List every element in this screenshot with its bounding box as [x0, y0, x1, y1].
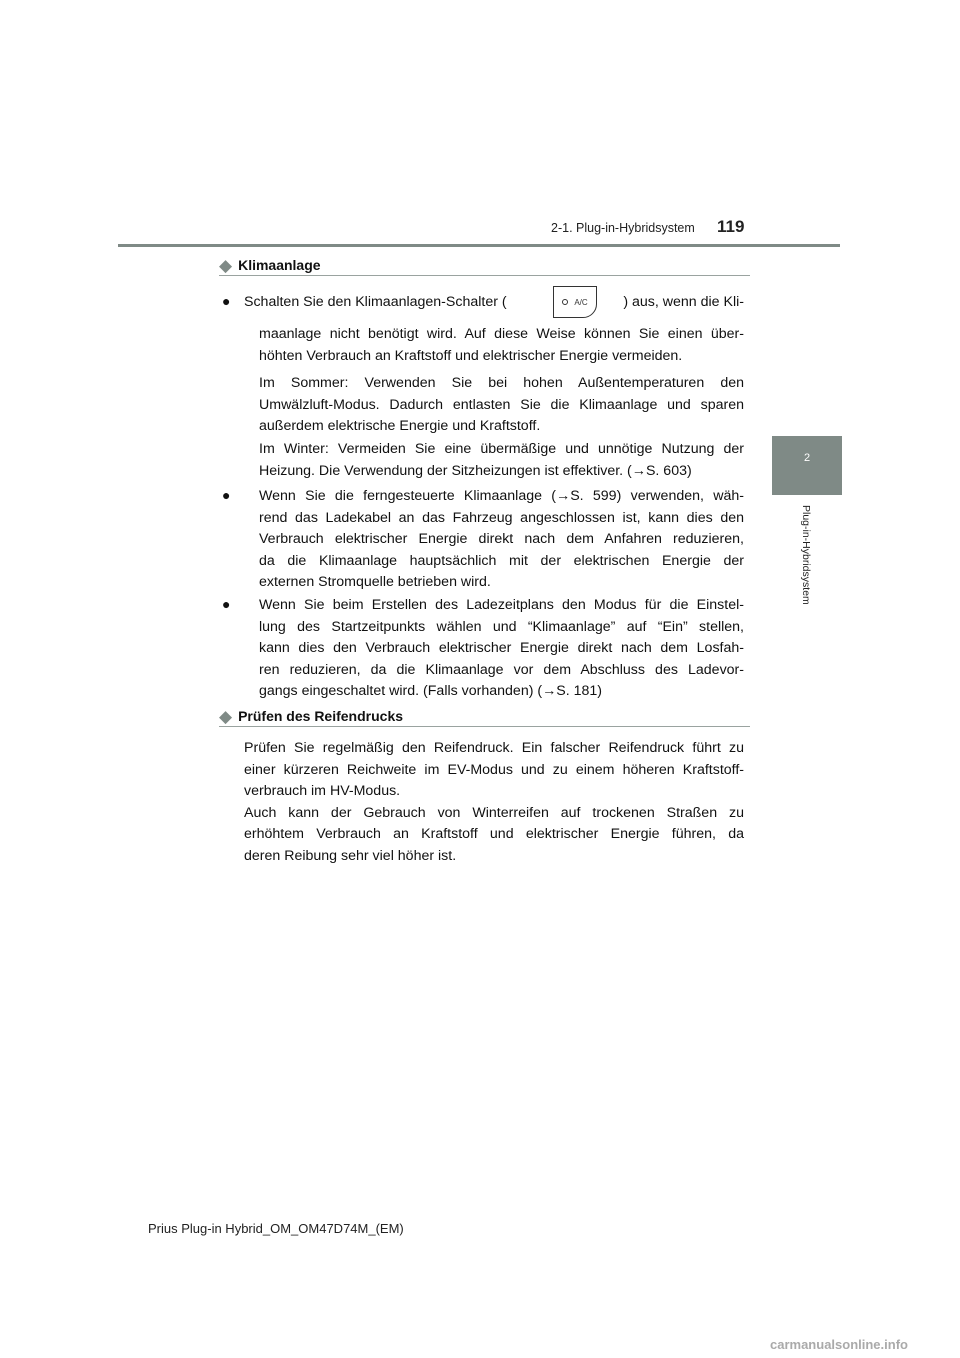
text-line: lung des Startzeitpunkts wählen und “Klimaanlage” auf “Ein” stellen, — [259, 618, 744, 635]
section-rule — [219, 275, 750, 276]
diamond-icon: ◆ — [219, 256, 233, 275]
bullet-1-line-1a — [244, 292, 534, 314]
text-line: da die Klimaanlage hauptsächlich mit der elektrischen Energie der — [259, 552, 744, 569]
sub-paragraph-winter — [259, 439, 744, 482]
bullet-icon: ● — [222, 293, 231, 309]
section-heading-reifendruck — [219, 706, 403, 726]
text-line: Heizung. Die Verwendung der Sitzheizungen ist effektiver. (→S. 603) — [259, 462, 692, 479]
text-line: Umwälzluft-Modus. Dadurch entlasten Sie die Klimaanlage und sparen — [259, 396, 744, 413]
section-rule — [219, 726, 750, 727]
section-title: Prüfen des Reifendrucks — [238, 708, 404, 724]
text-line: externen Stromquelle betrieben wird. — [259, 574, 491, 591]
watermark: carmanualsonline.info — [770, 1337, 908, 1352]
text-line: verbrauch im HV-Modus. — [244, 783, 401, 800]
sub-paragraph-summer — [259, 373, 744, 438]
text-line: erhöhtem Verbrauch an Kraftstoff und elektrischer Energie führen, da — [244, 826, 744, 843]
section-title: Klimaanlage — [238, 257, 321, 273]
text-line: höhten Verbrauch an Kraftstoff und elektrischer Energie vermeiden. — [259, 347, 683, 364]
text-line: einer kürzeren Reichweite im EV-Modus und zu einem höheren Kraftstoff- — [244, 761, 744, 778]
text-line: außerdem elektrische Energie und Kraftstoff. — [259, 418, 541, 435]
text-line: gangs eingeschaltet wird. (Falls vorhanden) (→S. 181) — [259, 683, 603, 700]
text-line: ren reduzieren, da die Klimaanlage vor dem Abschluss des Ladevor- — [259, 661, 744, 678]
text-line: Prüfen Sie regelmäßig den Reifendruck. Ein falscher Reifendruck führt zu — [244, 740, 744, 756]
diamond-icon: ◆ — [219, 707, 233, 726]
chapter-tab-number: 2 — [803, 452, 811, 464]
bullet-icon: ● — [222, 487, 231, 503]
bullet-icon: ● — [222, 596, 231, 612]
text-line: Wenn Sie die ferngesteuerte Klimaanlage (→S. 599) verwenden, wäh- — [259, 488, 744, 504]
bullet-1-line-1b — [609, 292, 744, 314]
chapter-tab-label: Plug-in-Hybridsystem — [800, 505, 812, 605]
ac-switch-icon — [553, 286, 597, 318]
text-line: Wenn Sie beim Erstellen des Ladezeitplans den Modus für die Einstel- — [259, 597, 744, 613]
text-line: kann dies den Verbrauch elektrischer Energie direkt nach dem Losfah- — [259, 640, 744, 657]
tire-pressure-paragraph — [244, 738, 744, 868]
text-line: Schalten Sie den Klimaanlagen-Schalter ( — [244, 294, 507, 310]
chapter-tab — [772, 436, 842, 495]
text-line: Im Sommer: Verwenden Sie bei hohen Außentemperaturen den — [259, 375, 744, 391]
text-line: ) aus, wenn die Kli- — [623, 294, 744, 310]
text-line: deren Reibung sehr viel höher ist. — [244, 847, 457, 864]
text-line: Verbrauch elektrischer Energie direkt nach dem Anfahren reduzieren, — [259, 531, 744, 548]
page-number: 119 — [717, 217, 745, 236]
bullet-2-body — [259, 486, 744, 594]
section-heading-klimaanlage — [219, 255, 321, 275]
ac-switch-label: A/C — [574, 297, 588, 307]
footer-document-id: Prius Plug-in Hybrid_OM_OM47D74M_(EM) — [148, 1221, 404, 1236]
text-line: Auch kann der Gebrauch von Winterreifen auf trockenen Straßen zu — [244, 804, 744, 821]
text-line: maanlage nicht benötigt wird. Auf diese Weise können Sie einen über- — [259, 326, 744, 342]
ac-indicator-dot — [562, 299, 568, 305]
running-header-section: 2-1. Plug-in-Hybridsystem — [551, 221, 695, 235]
text-line: Im Winter: Vermeiden Sie eine übermäßige und unnötige Nutzung der — [259, 441, 744, 457]
bullet-1-body — [259, 324, 744, 367]
header-rule — [118, 244, 840, 247]
bullet-3-body — [259, 595, 744, 703]
text-line: rend das Ladekabel an das Fahrzeug angeschlossen ist, kann dies den — [259, 509, 744, 526]
